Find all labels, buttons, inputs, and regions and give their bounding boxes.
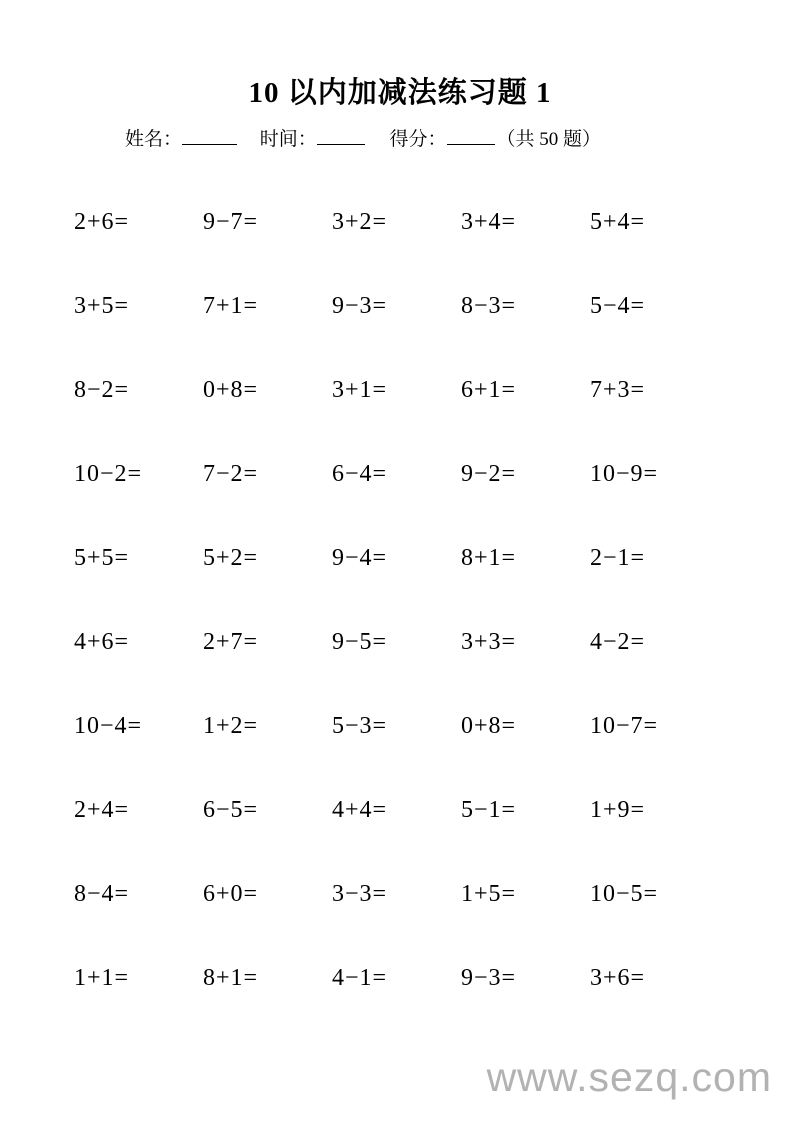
problem-row [74,936,800,1020]
problem: 3−3= [332,881,388,907]
time-label: 时间： [259,129,317,150]
problem: 5−3= [332,713,388,739]
problem-row [74,684,800,768]
problem-row [74,180,800,264]
problem: 9−4= [332,545,388,571]
problem-row [74,516,800,600]
problem: 3+4= [461,209,517,235]
problem: 10−9= [590,461,659,487]
problem: 2+4= [74,797,130,823]
problem: 10−7= [590,713,659,739]
problem: 6+0= [203,881,259,907]
problem: 4−1= [332,965,388,991]
problem-row [74,852,800,936]
problem-row [74,432,800,516]
problem-row [74,768,800,852]
time-field-group [260,129,367,150]
problem: 3+1= [332,377,388,403]
problem-row [74,348,800,432]
problem: 8−3= [461,293,517,319]
problem: 4−2= [590,629,646,655]
problem: 6−5= [203,797,259,823]
problem: 1+1= [74,965,130,991]
name-blank [182,128,237,145]
problem: 7+1= [203,293,259,319]
problem: 5+5= [74,545,130,571]
problem: 2+7= [203,629,259,655]
problem: 5−1= [461,797,517,823]
problem: 9−3= [461,965,517,991]
page-title: 10 以内加减法练习题 1 [248,77,552,109]
problem: 1+2= [203,713,259,739]
problem-row [74,600,800,684]
problem: 10−4= [74,713,143,739]
problem: 7−2= [203,461,259,487]
time-blank [317,128,365,145]
worksheet-meta [125,124,619,151]
score-label: 得分： [389,129,447,150]
problem: 2−1= [590,545,646,571]
problem: 3+3= [461,629,517,655]
name-label: 姓名： [125,129,183,150]
problem: 8−4= [74,881,130,907]
problem: 0+8= [203,377,259,403]
problem: 2+6= [74,209,130,235]
problem: 5−4= [590,293,646,319]
problem-grid [74,180,800,1020]
problem: 4+4= [332,797,388,823]
problem: 8+1= [461,545,517,571]
problem: 10−5= [590,881,659,907]
problem: 8−2= [74,377,130,403]
problem: 5+4= [590,209,646,235]
total-questions-label: （共 50 题） [496,129,602,150]
score-field-group [390,129,602,150]
problem: 9−7= [203,209,259,235]
problem: 7+3= [590,377,646,403]
problem: 4+6= [74,629,130,655]
problem: 10−2= [74,461,143,487]
problem: 9−2= [461,461,517,487]
problem: 6+1= [461,377,517,403]
problem: 3+6= [590,965,646,991]
watermark: www.sezq.com [486,1054,772,1100]
problem: 6−4= [332,461,388,487]
problem: 5+2= [203,545,259,571]
problem: 9−3= [332,293,388,319]
problem: 1+5= [461,881,517,907]
problem-row [74,264,800,348]
name-field-group [125,129,237,150]
problem: 1+9= [590,797,646,823]
problem: 3+2= [332,209,388,235]
problem: 9−5= [332,629,388,655]
score-blank [447,128,495,145]
problem: 0+8= [461,713,517,739]
problem: 8+1= [203,965,259,991]
problem: 3+5= [74,293,130,319]
